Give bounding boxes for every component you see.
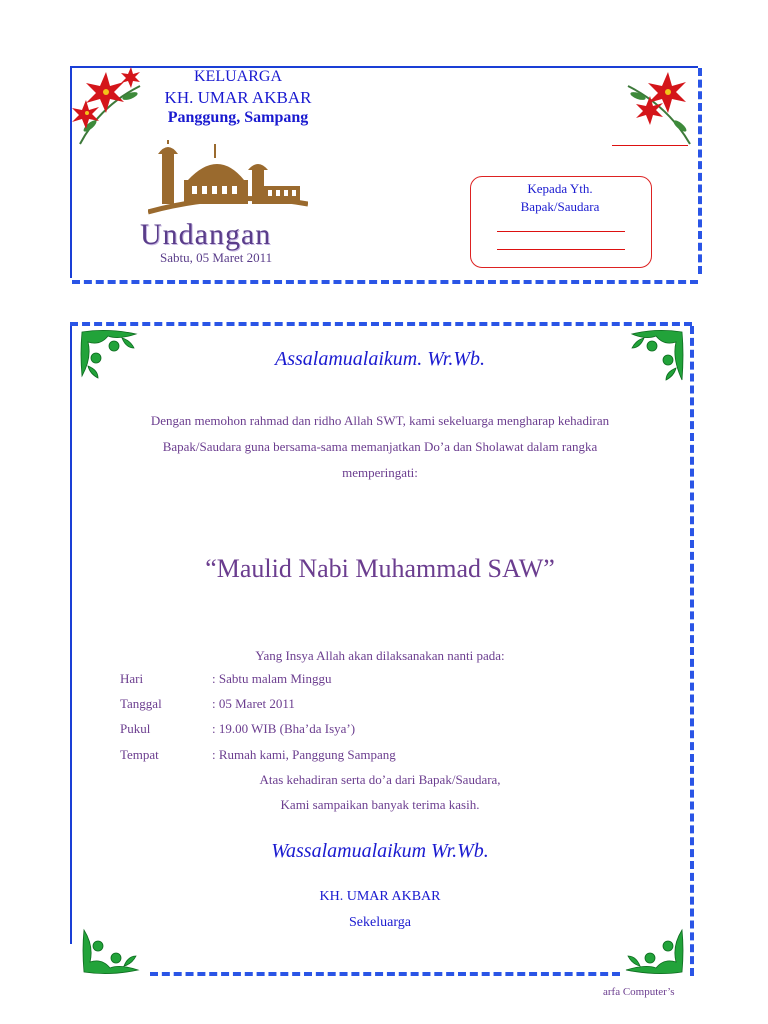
detail-value-time: : 19.00 WIB (Bha’da Isya’) (212, 721, 356, 736)
stamp-line (612, 145, 688, 146)
signature-family: Sekeluarga (349, 915, 411, 930)
address-blank-line (497, 249, 625, 250)
event-title: “Maulid Nabi Muhammad SAW” (205, 554, 555, 583)
letter-border-bottom (150, 972, 620, 976)
detail-value-place: : Rumah kami, Panggung Sampang (212, 747, 396, 762)
opening-greeting: Assalamualaikum. Wr.Wb. (275, 348, 485, 370)
detail-label-time: Pukul (120, 721, 151, 736)
detail-label-date: Tanggal (120, 696, 162, 711)
envelope-border-bottom (72, 280, 698, 284)
signature-name: KH. UMAR AKBAR (319, 889, 441, 904)
envelope-border-right (698, 68, 702, 274)
green-flourish-corner-icon (80, 926, 142, 976)
schedule-intro: Yang Insya Allah akan dilaksanakan nanti pada: (255, 648, 505, 663)
mosque-icon (148, 140, 308, 216)
family-label: KELUARGA (194, 68, 282, 85)
green-flourish-corner-icon (622, 926, 686, 976)
thanks-text-line: Kami sampaikan banyak terima kasih. (280, 797, 480, 812)
detail-label-place: Tempat (120, 747, 159, 762)
host-name: KH. UMAR AKBAR (164, 88, 312, 107)
intro-text-line: Bapak/Saudara guna bersama-sama memanjatkan Do’a dan Sholawat dalam rangka (162, 439, 598, 454)
address-blank-line (497, 231, 625, 232)
detail-value-date: : 05 Maret 2011 (212, 696, 295, 711)
letter-border-right (690, 326, 694, 976)
detail-value-day: : Sabtu malam Minggu (212, 671, 332, 686)
host-location: Panggung, Sampang (167, 109, 309, 126)
closing-greeting: Wassalamualaikum Wr.Wb. (271, 840, 489, 862)
footer-credit: arfa Computer’s (603, 986, 675, 998)
poinsettia-corner-icon (610, 66, 696, 146)
detail-label-day: Hari (120, 671, 144, 686)
address-recipient-label: Bapak/Saudara (520, 199, 600, 214)
address-to-label: Kepada Yth. (527, 181, 593, 196)
letter-border-top (70, 322, 692, 326)
thanks-text-line: Atas kehadiran serta do’a dari Bapak/Saudara, (259, 772, 501, 787)
intro-text-line: memperingati: (342, 465, 418, 480)
invitation-title: Undangan (140, 218, 272, 251)
envelope-date: Sabtu, 05 Maret 2011 (160, 250, 273, 265)
intro-text-line: Dengan memohon rahmad dan ridho Allah SWT, kami sekeluarga mengharap kehadiran (150, 413, 610, 428)
